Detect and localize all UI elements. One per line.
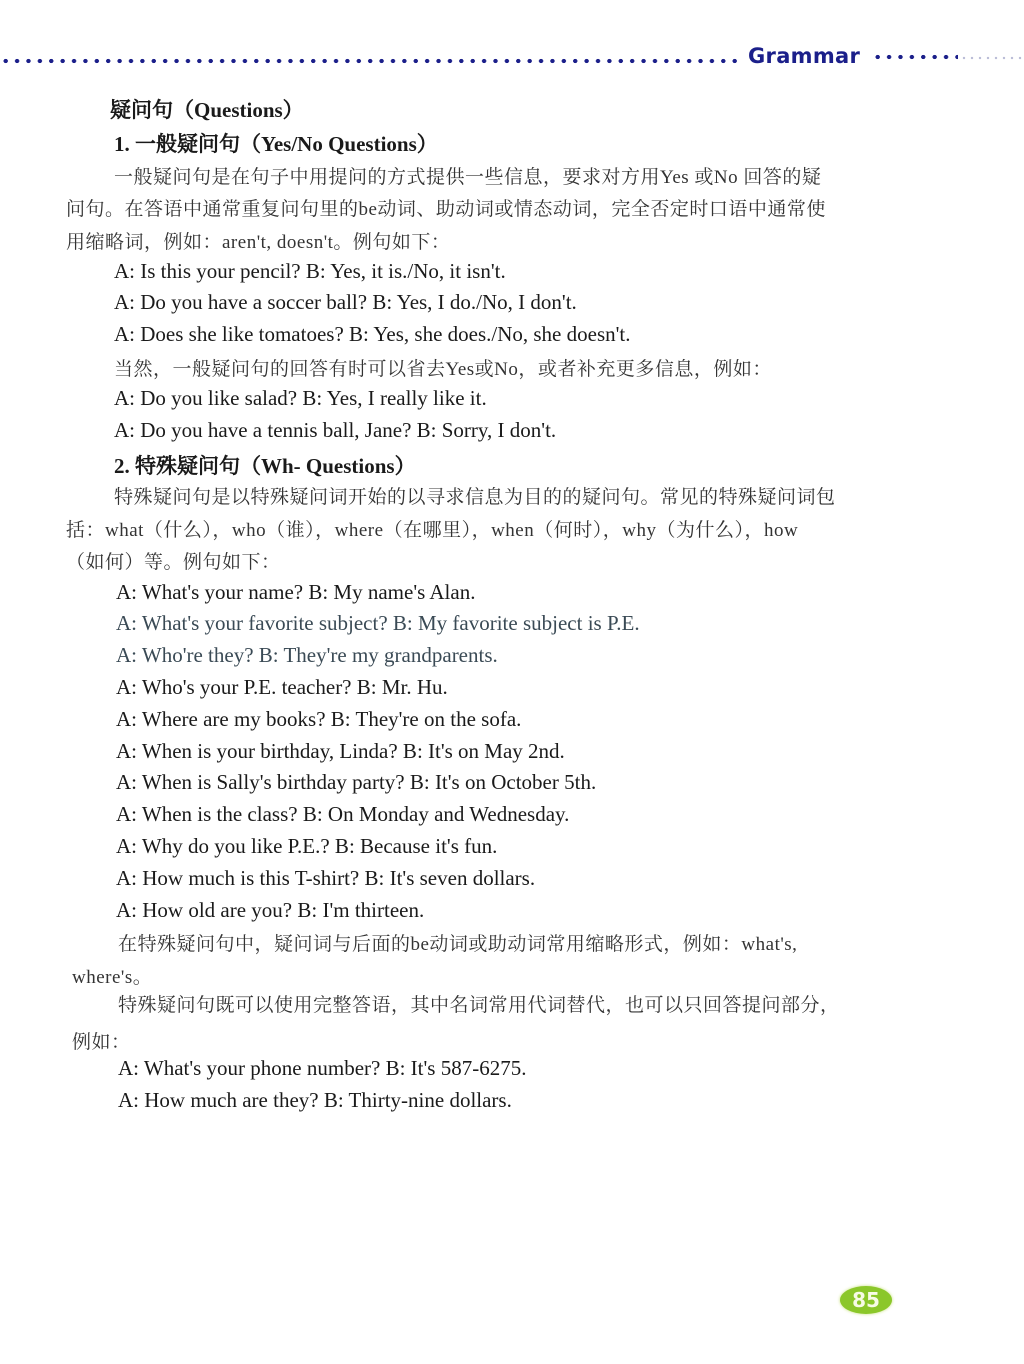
section1-note: 当然，一般疑问句的回答有时可以省去Yes或No，或者补充更多信息，例如： xyxy=(114,359,772,380)
example-sentence: A: How old are you? B: I'm thirteen. xyxy=(116,898,425,922)
example-sentence: A: When is your birthday, Linda? B: It's on May 2nd. xyxy=(116,739,565,763)
example-sentence: A: What's your phone number? B: It's 587-6275. xyxy=(118,1056,527,1080)
section1-intro-line: 问句。在答语中通常重复问句里的be动词、助动词或情态动词，完全否定时口语中通常使 xyxy=(66,199,826,220)
section2-note1-line: 在特殊疑问句中，疑问词与后面的be动词或助动词常用缩略形式，例如：what's, xyxy=(118,934,798,955)
example-sentence: A: What's your favorite subject? B: My favorite subject is P.E. xyxy=(116,611,640,635)
page-header xyxy=(0,44,1024,72)
section1-intro-line: 用缩略词，例如：aren't, doesn't。例句如下： xyxy=(66,232,451,253)
page-number-badge: 85 xyxy=(840,1286,892,1314)
example-sentence: A: Why do you like P.E.? B: Because it's fun. xyxy=(116,834,498,858)
example-sentence: A: When is Sally's birthday party? B: It's on October 5th. xyxy=(116,770,597,794)
example-sentence: A: Is this your pencil? B: Yes, it is./No, it isn't. xyxy=(114,259,506,283)
example-sentence: A: When is the class? B: On Monday and Wednesday. xyxy=(116,802,570,826)
section2-note2-line: 特殊疑问句既可以使用完整答语，其中名词常用代词替代，也可以只回答提问部分， xyxy=(118,995,840,1016)
example-sentence: A: Do you have a tennis ball, Jane? B: Sorry, I don't. xyxy=(114,418,557,442)
section2-intro-line: （如何）等。例句如下： xyxy=(66,552,281,573)
section2-intro-line: 特殊疑问句是以特殊疑问词开始的以寻求信息为目的的疑问句。常见的特殊疑问词包 xyxy=(114,487,836,508)
section2-title: 2. 特殊疑问句（Wh- Questions） xyxy=(114,454,416,478)
example-sentence: A: Does she like tomatoes? B: Yes, she does./No, she doesn't. xyxy=(114,322,631,346)
section2-intro-line: 括：what（什么），who（谁），where（在哪里），when（何时），why（为什么），how xyxy=(66,520,799,541)
section2-note1-line: where's。 xyxy=(72,967,153,988)
section1-title: 1. 一般疑问句（Yes/No Questions） xyxy=(114,132,438,156)
section2-note2-line: 例如： xyxy=(72,1032,131,1053)
dotted-rule-left xyxy=(0,58,738,64)
dotted-rule-right xyxy=(872,54,958,60)
section1-intro-line: 一般疑问句是在句子中用提问的方式提供一些信息，要求对方用Yes 或No 回答的疑 xyxy=(114,167,822,188)
example-sentence: A: Who're they? B: They're my grandparents. xyxy=(116,643,498,667)
main-heading: 疑问句（Questions） xyxy=(110,98,304,122)
example-sentence: A: Who's your P.E. teacher? B: Mr. Hu. xyxy=(116,675,448,699)
example-sentence: A: Where are my books? B: They're on the sofa. xyxy=(116,707,522,731)
section-title: Grammar xyxy=(748,44,861,68)
example-sentence: A: How much are they? B: Thirty-nine dollars. xyxy=(118,1088,512,1112)
example-sentence: A: What's your name? B: My name's Alan. xyxy=(116,580,476,604)
example-sentence: A: Do you have a soccer ball? B: Yes, I do./No, I don't. xyxy=(114,290,577,314)
example-sentence: A: Do you like salad? B: Yes, I really like it. xyxy=(114,386,487,410)
example-sentence: A: How much is this T-shirt? B: It's seven dollars. xyxy=(116,866,536,890)
dotted-rule-faint xyxy=(960,56,1024,60)
